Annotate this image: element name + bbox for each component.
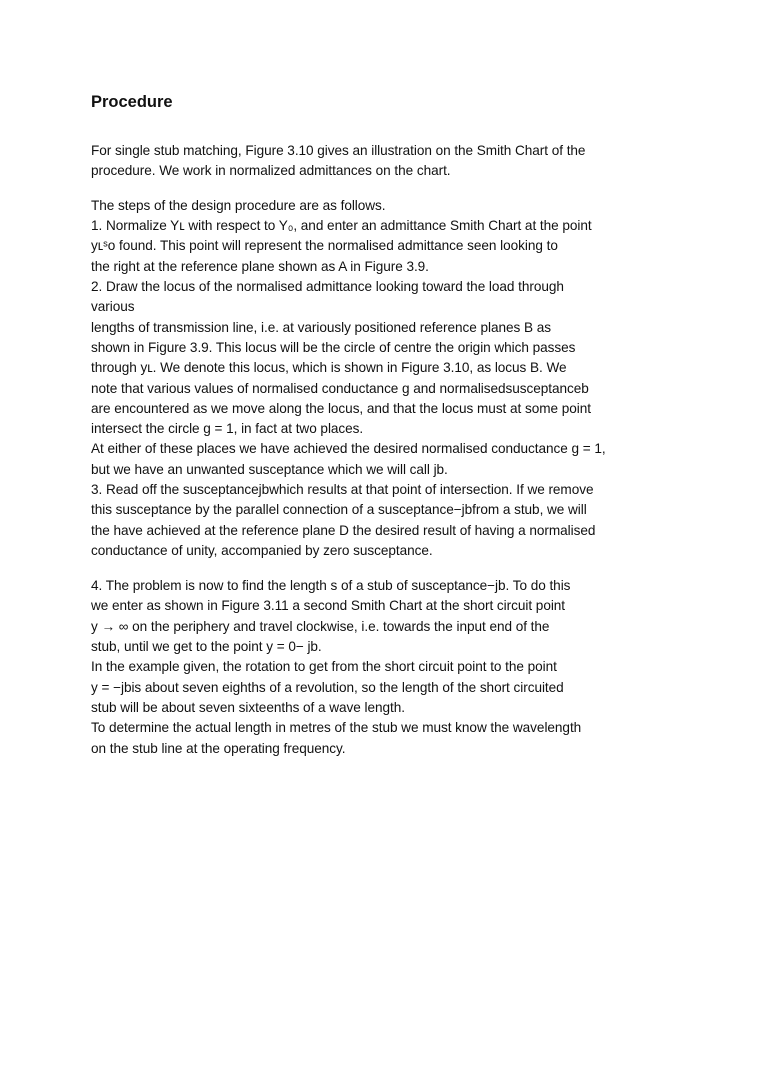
paragraph-line: The steps of the design procedure are as follows. (91, 198, 386, 213)
paragraph-line: 4. The problem is now to find the length s of a stub of susceptance−jb. To do this (91, 578, 571, 593)
paragraph-line: y → ∞ on the periphery and travel clockwise, i.e. towards the input end of the (91, 619, 550, 634)
paragraph-line: 2. Draw the locus of the normalised admittance looking toward the load through (91, 279, 564, 294)
paragraph-line: the have achieved at the reference plane D the desired result of having a normalised (91, 523, 596, 538)
paragraph-line: this susceptance by the parallel connection of a susceptance−jbfrom a stub, we will (91, 502, 587, 517)
paragraph-line: At either of these places we have achieved the desired normalised conductance g = 1, (91, 441, 606, 456)
paragraph-line: note that various values of normalised conductance g and normalisedsusceptanceb (91, 381, 589, 396)
paragraph-line: To determine the actual length in metres of the stub we must know the wavelength (91, 720, 582, 735)
paragraph-line: lengths of transmission line, i.e. at variously positioned reference planes B as (91, 320, 551, 335)
paragraph-line: For single stub matching, Figure 3.10 gives an illustration on the Smith Chart of the (91, 143, 586, 158)
section-heading: Procedure (91, 93, 173, 111)
paragraph-line: various (91, 299, 135, 314)
paragraph-line: 3. Read off the susceptancejbwhich results at that point of intersection. If we remove (91, 482, 594, 497)
paragraph-line: shown in Figure 3.9. This locus will be the circle of centre the origin which passes (91, 340, 576, 355)
paragraph-line: through yʟ. We denote this locus, which is shown in Figure 3.10, as locus B. We (91, 360, 567, 375)
paragraph-line: stub, until we get to the point y = 0− jb. (91, 639, 322, 654)
paragraph-line: the right at the reference plane shown as A in Figure 3.9. (91, 259, 429, 274)
paragraph-line: are encountered as we move along the locus, and that the locus must at some point (91, 401, 591, 416)
paragraph-line: 1. Normalize Yʟ with respect to Y₀, and enter an admittance Smith Chart at the point (91, 218, 592, 233)
paragraph-line: intersect the circle g = 1, in fact at two places. (91, 421, 364, 436)
paragraph-line: y = −jbis about seven eighths of a revolution, so the length of the short circuited (91, 680, 564, 695)
paragraph-line: on the stub line at the operating frequency. (91, 741, 346, 756)
paragraph-line: procedure. We work in normalized admittances on the chart. (91, 163, 451, 178)
paragraph-line: In the example given, the rotation to get from the short circuit point to the point (91, 659, 557, 674)
paragraph-line: we enter as shown in Figure 3.11 a second Smith Chart at the short circuit point (91, 598, 566, 613)
paragraph-line: conductance of unity, accompanied by zero susceptance. (91, 543, 433, 558)
paragraph-line: but we have an unwanted susceptance which we will call jb. (91, 462, 448, 477)
paragraph-line: yʟˢo found. This point will represent the normalised admittance seen looking to (91, 238, 558, 253)
paragraph-line: stub will be about seven sixteenths of a wave length. (91, 700, 405, 715)
